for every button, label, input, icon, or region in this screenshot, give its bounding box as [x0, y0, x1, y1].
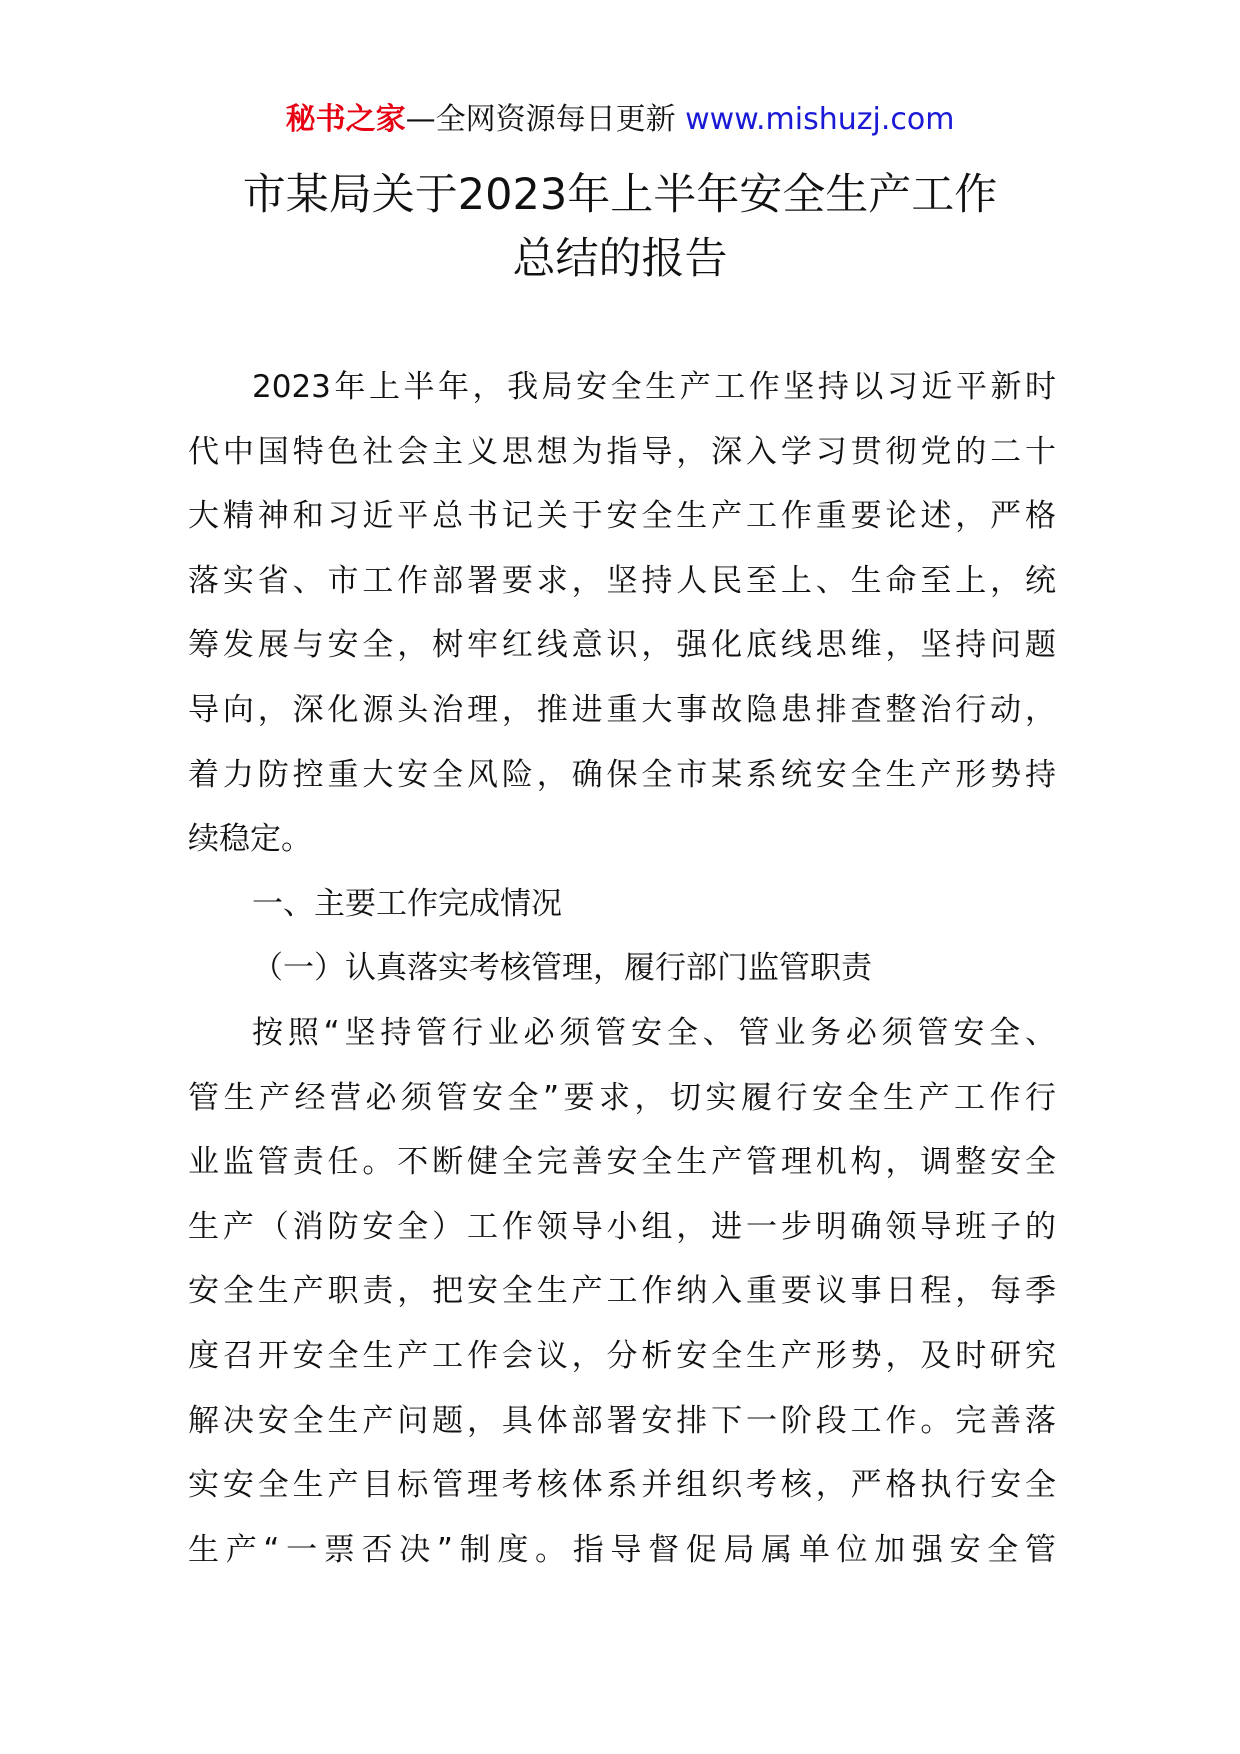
- document-title: [0, 163, 1240, 291]
- body-line: 业监管责任。不断健全完善安全生产管理机构，调整安全: [188, 1144, 1056, 1181]
- title-line-2: 总结的报告: [512, 234, 728, 284]
- body-line: 实安全生产目标管理考核体系并组织考核，严格执行安全: [188, 1467, 1056, 1504]
- subsection-heading: （一）认真落实考核管理，履行部门监管职责: [252, 950, 872, 987]
- body-line: 2023年上半年，我局安全生产工作坚持以习近平新时: [252, 369, 1056, 405]
- site-brand: 秘书之家: [285, 102, 406, 137]
- body-line: 管生产经营必须管安全”要求，切实履行安全生产工作行: [188, 1079, 1056, 1116]
- body-line: 落实省、市工作部署要求，坚持人民至上、生命至上，统: [188, 562, 1056, 599]
- body-line: 生产“一票否决”制度。指导督促局属单位加强安全管: [188, 1531, 1056, 1568]
- document-body: [188, 355, 1056, 1582]
- body-line: 续稳定。: [188, 821, 312, 858]
- site-url-link[interactable]: www.mishuzj.com: [685, 102, 955, 137]
- body-line: 导向，深化源头治理，推进重大事故隐患排查整治行动，: [188, 691, 1056, 728]
- section-heading: 一、主要工作完成情况: [252, 885, 562, 922]
- body-line: 安全生产职责，把安全生产工作纳入重要议事日程，每季: [188, 1273, 1056, 1310]
- body-line: 代中国特色社会主义思想为指导，深入学习贯彻党的二十: [188, 433, 1056, 470]
- body-line: 筹发展与安全，树牢红线意识，强化底线思维，坚持问题: [188, 627, 1056, 664]
- body-line: 解决安全生产问题，具体部署安排下一阶段工作。完善落: [188, 1402, 1056, 1439]
- body-line: 着力防控重大安全风险，确保全市某系统安全生产形势持: [188, 756, 1056, 793]
- body-line: 大精神和习近平总书记关于安全生产工作重要论述，严格: [188, 498, 1056, 535]
- body-line: 生产（消防安全）工作领导小组，进一步明确领导班子的: [188, 1208, 1056, 1245]
- body-line: 度召开安全生产工作会议，分析安全生产形势，及时研究: [188, 1337, 1056, 1374]
- site-header: [0, 100, 1240, 140]
- body-line: 按照“坚持管行业必须管安全、管业务必须管安全、: [252, 1014, 1056, 1051]
- title-line-1: 市某局关于2023年上半年安全生产工作: [242, 170, 998, 220]
- site-tagline: —全网资源每日更新: [405, 102, 676, 137]
